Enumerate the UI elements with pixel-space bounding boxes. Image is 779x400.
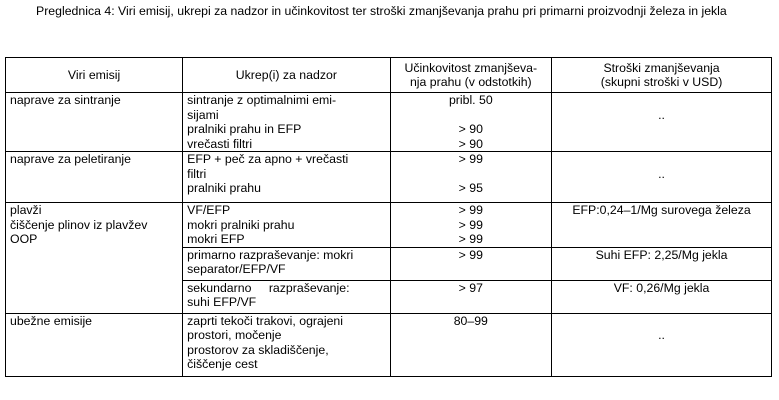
efficiency-value: > 90 xyxy=(458,136,483,151)
measure-text: primarno razpraševanje: mokri xyxy=(187,247,354,262)
measure-cell xyxy=(183,203,390,248)
cost-value: .. xyxy=(658,166,665,181)
measure-text: VF/EFP xyxy=(187,203,231,217)
measure-cell xyxy=(183,313,390,376)
spacer xyxy=(395,108,548,123)
measure-text: sekundarno razpraševanje: xyxy=(187,280,350,295)
source-cell xyxy=(6,93,183,152)
efficiency-cell xyxy=(390,93,552,152)
source-text: OOP xyxy=(10,232,38,246)
measure-text: EFP + peč za apno + vrečasti xyxy=(187,152,349,166)
table-row xyxy=(6,313,772,376)
measure-text: filtri xyxy=(187,166,207,181)
spacer xyxy=(395,167,548,182)
header-measures xyxy=(183,58,390,93)
efficiency-value: > 99 xyxy=(458,152,483,166)
measure-text: separator/EFP/VF xyxy=(187,262,286,276)
cost-value: .. xyxy=(658,107,665,122)
source-cell xyxy=(6,203,183,314)
cost-value: Suhi EFP: 2,25/Mg jekla xyxy=(595,247,728,262)
emissions-table xyxy=(5,57,772,377)
source-text: naprave za peletiranje xyxy=(10,152,131,166)
table-row xyxy=(6,152,772,203)
measure-cell xyxy=(183,280,390,313)
measure-text: mokri EFP xyxy=(187,232,245,246)
cost-value: EFP:0,24–1/Mg surovega železa xyxy=(572,203,751,217)
efficiency-cell xyxy=(390,313,552,376)
cost-value: VF: 0,26/Mg jekla xyxy=(613,280,710,295)
source-text: naprave za sintranje xyxy=(10,93,121,107)
header-costs-line2: (skupni stroški v USD) xyxy=(600,75,723,89)
efficiency-cell xyxy=(390,152,552,203)
header-efficiency-line2: nja prahu (v odstotkih) xyxy=(409,75,532,89)
measure-text: mokri pralniki prahu xyxy=(187,217,295,232)
efficiency-value: > 97 xyxy=(458,280,483,295)
source-cell xyxy=(6,313,183,376)
source-text: ubežne emisije xyxy=(10,313,93,328)
measure-cell xyxy=(183,93,390,152)
cost-cell xyxy=(552,152,772,203)
header-sources xyxy=(6,58,183,93)
measure-cell xyxy=(183,152,390,203)
efficiency-cell xyxy=(390,247,552,280)
header-costs-line1: Stroški zmanjševanja xyxy=(603,60,720,75)
efficiency-cell xyxy=(390,280,552,313)
cost-cell xyxy=(552,280,772,313)
efficiency-value: > 99 xyxy=(458,232,483,246)
measure-cell xyxy=(183,247,390,280)
header-efficiency xyxy=(390,58,552,93)
source-text: plavži xyxy=(10,203,42,217)
source-text: čiščenje plinov iz plavžev xyxy=(10,217,148,232)
table-row xyxy=(6,203,772,248)
efficiency-value: 80–99 xyxy=(453,313,488,328)
measure-text: pralniki prahu in EFP xyxy=(187,122,302,136)
measure-text: sintranje z optimalnimi emi- xyxy=(187,93,337,107)
header-efficiency-line1: Učinkovitost zmanjševa- xyxy=(404,60,538,75)
measure-text: vrečasti filtri xyxy=(187,136,253,151)
spacer xyxy=(556,152,767,167)
efficiency-value: > 99 xyxy=(458,203,483,217)
efficiency-value: > 99 xyxy=(458,217,483,232)
header-measures-label: Ukrep(i) za nadzor xyxy=(235,67,337,82)
source-cell xyxy=(6,152,183,203)
cost-cell xyxy=(552,313,772,376)
cost-cell xyxy=(552,247,772,280)
efficiency-value: > 95 xyxy=(458,181,483,195)
efficiency-cell xyxy=(390,203,552,248)
efficiency-value: > 99 xyxy=(458,247,483,262)
table-caption: Preglednica 4: Viri emisij, ukrepi za nadzor in učinkovitost ter stroški zmanjševanja prahu pri primarni proizvodnji železa in jekla xyxy=(36,4,727,18)
header-sources-label: Viri emisij xyxy=(67,67,121,82)
cost-cell xyxy=(552,203,772,248)
efficiency-value: pribl. 50 xyxy=(448,93,493,107)
table-row xyxy=(6,93,772,152)
measure-text: prostori, močenje xyxy=(187,328,282,342)
spacer xyxy=(556,314,767,329)
measure-text: zaprti tekoči trakovi, ograjeni xyxy=(187,313,343,328)
measure-text: sijami xyxy=(187,107,219,122)
measure-text: suhi EFP/VF xyxy=(187,295,257,309)
cost-value: .. xyxy=(658,328,665,342)
cost-cell xyxy=(552,93,772,152)
measure-text: prostorov za skladiščenje, xyxy=(187,342,329,357)
table-header-row xyxy=(6,58,772,93)
header-costs xyxy=(552,58,772,93)
spacer xyxy=(556,93,767,108)
efficiency-value: > 90 xyxy=(458,122,483,136)
measure-text: pralniki prahu xyxy=(187,181,261,195)
measure-text: čiščenje cest xyxy=(187,357,258,371)
